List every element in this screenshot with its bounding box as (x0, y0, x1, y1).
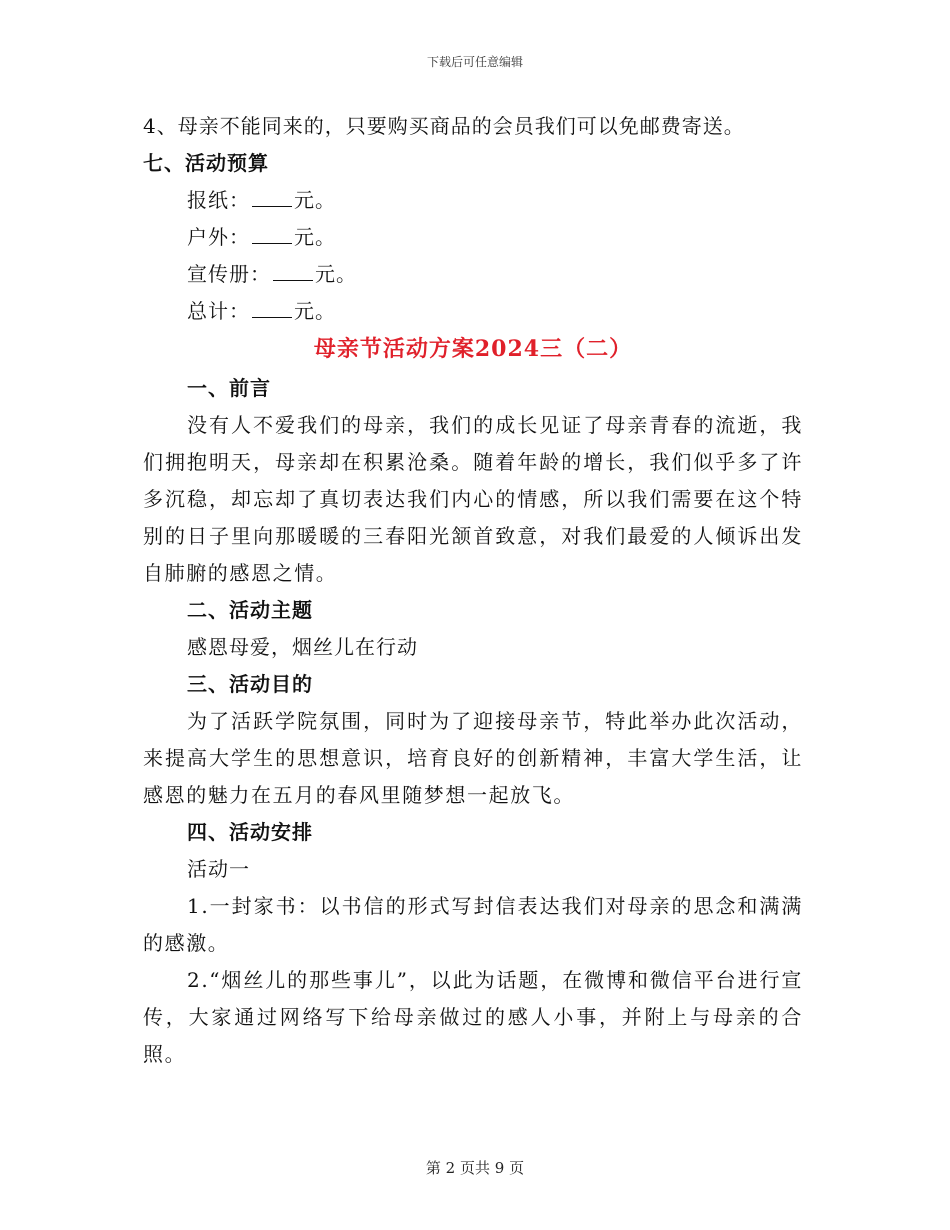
paragraph-theme: 感恩母爱，烟丝儿在行动 (187, 635, 418, 659)
blank-line (252, 225, 292, 244)
activity-label: 活动一 (187, 857, 250, 881)
page-header: 下载后可任意编辑 (426, 55, 523, 69)
document-body (143, 108, 803, 1073)
section-heading-preface: 一、前言 (187, 376, 271, 400)
page-footer: 第 2 页共 9 页 (425, 1159, 525, 1177)
budget-label: 宣传册： (187, 262, 271, 286)
budget-row-brochure (143, 256, 803, 293)
paragraph-preface: 没有人不爱我们的母亲，我们的成长见证了母亲青春的流逝，我们拥抱明天，母亲却在积累沧桑。随着年龄的增长，我们似乎多了许多沉稳，却忘却了真切表达我们内心的情感，所以我们需要在这个特别的日子里向那暖暖的三春阳光颔首致意，对我们最爱的人倾诉出发自肺腑的感恩之情。 (143, 413, 803, 585)
section-heading-schedule: 四、活动安排 (187, 820, 313, 844)
list-item: 2.“烟丝儿的那些事儿”，以此为话题，在微博和微信平台进行宣传，大家通过网络写下给母亲做过的感人小事，并附上与母亲的合照。 (143, 968, 803, 1066)
section-heading-theme: 二、活动主题 (187, 598, 313, 622)
budget-unit: 元。 (294, 225, 336, 249)
budget-unit: 元。 (294, 299, 336, 323)
budget-row-newspaper (143, 182, 803, 219)
list-item: 1.一封家书：以书信的形式写封信表达我们对母亲的思念和满满的感激。 (143, 894, 803, 955)
section-heading-purpose: 三、活动目的 (187, 672, 313, 696)
budget-unit: 元。 (294, 188, 336, 212)
paragraph-purpose: 为了活跃学院氛围，同时为了迎接母亲节，特此举办此次活动，来提高大学生的思想意识，培育良好的创新精神，丰富大学生活，让感恩的魅力在五月的春风里随梦想一起放飞。 (143, 709, 803, 807)
section-heading-budget: 七、活动预算 (143, 151, 269, 175)
budget-label: 报纸： (187, 188, 250, 212)
blank-line (252, 188, 292, 207)
budget-row-outdoor (143, 219, 803, 256)
budget-row-total (143, 293, 803, 330)
blank-line (252, 299, 292, 318)
budget-unit: 元。 (315, 262, 357, 286)
budget-label: 总计： (187, 299, 250, 323)
blank-line (273, 262, 313, 281)
document-title: 母亲节活动方案2024三（二） (313, 336, 633, 362)
budget-label: 户外： (187, 225, 250, 249)
list-item: 4、母亲不能同来的，只要购买商品的会员我们可以免邮费寄送。 (143, 114, 745, 138)
